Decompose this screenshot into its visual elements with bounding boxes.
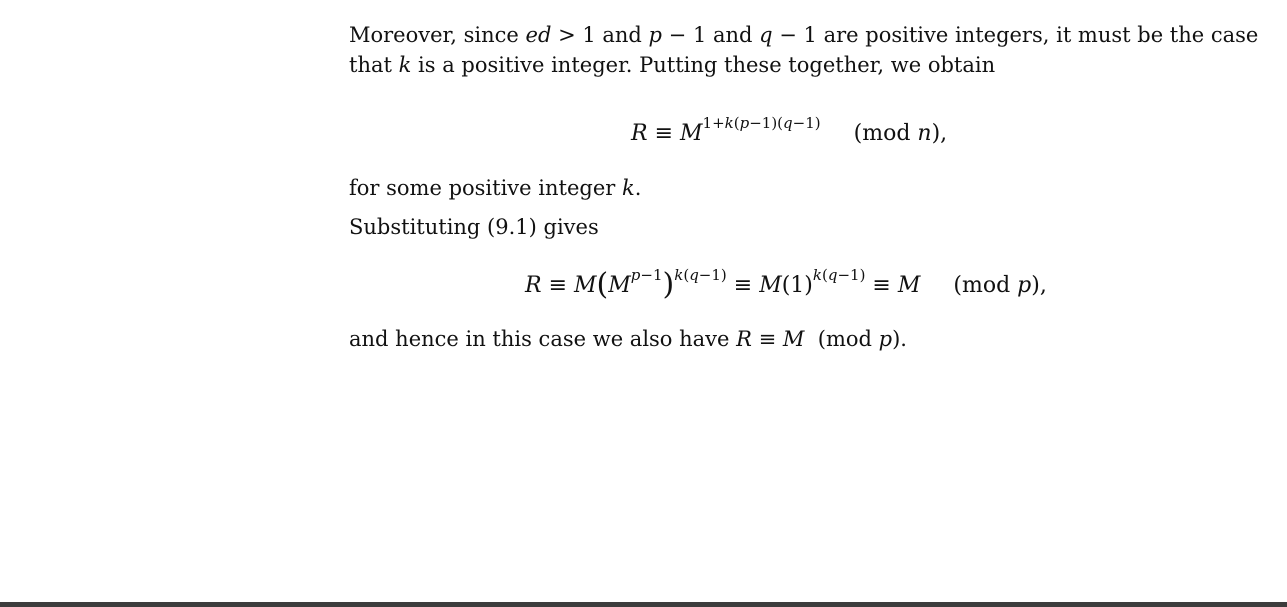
bottom-scroll-bar — [0, 602, 1287, 607]
paragraph-line-2: that k is a positive integer. Putting these together, we obtain — [349, 53, 996, 77]
paragraph-conclusion: and hence in this case we also have R ≡ M (mod p). — [349, 327, 907, 351]
equation-mod-p: $R \equiv M(M^{p-1})^{k(q-1)} \equiv M(1)^{k(q-1)} \equiv M$ (mod p), — [525, 266, 1047, 302]
paragraph-positive-integer — [349, 20, 1259, 80]
paragraph-some-k: for some positive integer k. — [349, 176, 642, 200]
paragraph-substituting: Substituting (9.1) gives — [349, 215, 599, 239]
paragraph-line-1: Moreover, since ed > 1 and p − 1 and q − 1 are positive integers, it must be the case — [349, 23, 1259, 47]
equation-mod-n: $R \equiv M^{1+k(p-1)(q-1)}$ (mod n), — [631, 114, 948, 146]
